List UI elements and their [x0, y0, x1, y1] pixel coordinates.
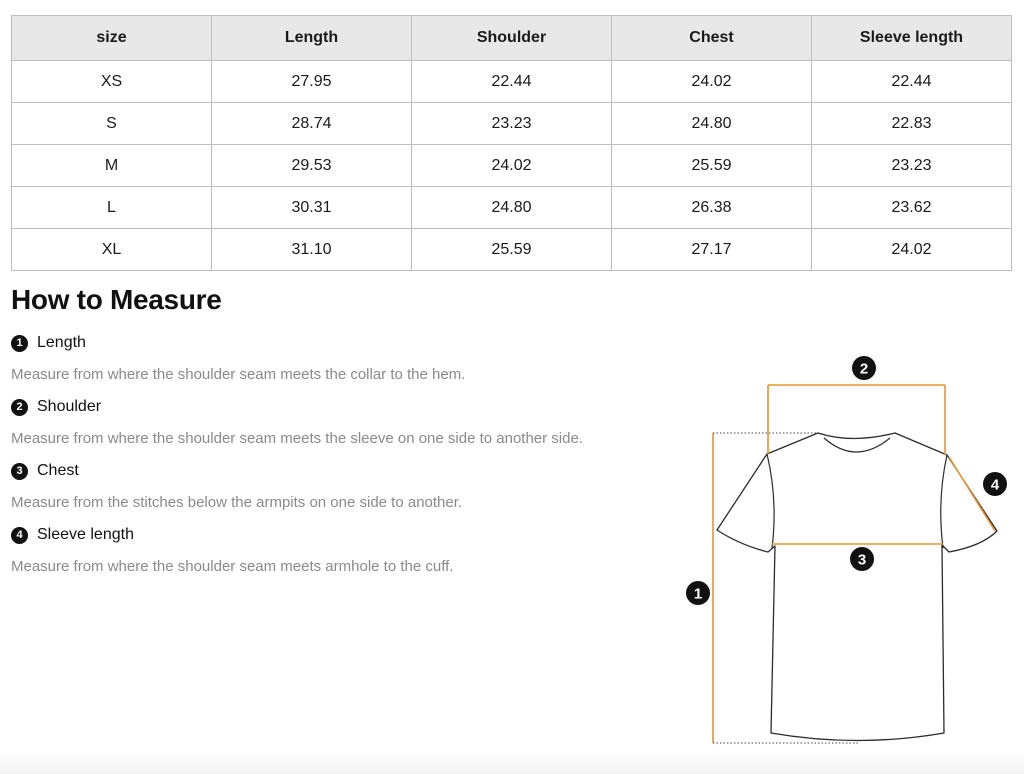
step-title-label: Length — [37, 334, 86, 351]
svg-text:3: 3 — [857, 551, 867, 569]
marker-4-icon — [983, 472, 1007, 496]
table-cell-length: 31.10 — [212, 229, 412, 271]
table-cell-sleeve-length: 22.44 — [812, 61, 1012, 103]
table-cell-chest: 27.17 — [612, 229, 812, 271]
number-1-icon: 1 — [11, 335, 28, 352]
table-cell-length: 30.31 — [212, 187, 412, 229]
table-cell-shoulder: 24.02 — [412, 145, 612, 187]
step-length-description: Measure from where the shoulder seam meets the collar to the hem. — [11, 366, 466, 383]
table-cell-length: 28.74 — [212, 103, 412, 145]
column-header-length: Length — [212, 16, 412, 61]
marker-1-icon — [686, 581, 710, 605]
tshirt-measurement-diagram — [680, 350, 1010, 750]
table-cell-sleeve-length: 22.83 — [812, 103, 1012, 145]
how-to-measure-heading: How to Measure — [11, 284, 222, 315]
tshirt-outline-icon — [717, 433, 997, 741]
step-title-label: Shoulder — [37, 398, 102, 415]
table-cell-size: S — [12, 103, 212, 145]
svg-text:1: 1 — [693, 585, 703, 603]
step-title-label: Sleeve length — [37, 526, 134, 543]
table-cell-chest: 24.80 — [612, 103, 812, 145]
table-cell-shoulder: 25.59 — [412, 229, 612, 271]
step-title-label: Chest — [37, 462, 79, 479]
table-cell-size: L — [12, 187, 212, 229]
table-row — [12, 61, 1012, 103]
svg-text:4: 4 — [990, 476, 1000, 494]
table-row — [12, 103, 1012, 145]
step-length-title — [11, 330, 651, 356]
number-4-icon: 4 — [11, 527, 28, 544]
column-header-chest: Chest — [612, 16, 812, 61]
column-header-size: size — [12, 16, 212, 61]
table-cell-size: XL — [12, 229, 212, 271]
table-cell-chest: 25.59 — [612, 145, 812, 187]
table-cell-shoulder: 24.80 — [412, 187, 612, 229]
number-3-icon: 3 — [11, 463, 28, 480]
number-2-icon: 2 — [11, 399, 28, 416]
table-row — [12, 145, 1012, 187]
step-sleeve-length-description: Measure from where the shoulder seam meets armhole to the cuff. — [11, 558, 454, 575]
table-cell-size: M — [12, 145, 212, 187]
marker-3-icon — [850, 547, 874, 571]
table-cell-sleeve-length: 23.23 — [812, 145, 1012, 187]
step-chest-title — [11, 458, 651, 484]
table-cell-chest: 24.02 — [612, 61, 812, 103]
table-cell-size: XS — [12, 61, 212, 103]
column-header-sleeve-length: Sleeve length — [812, 16, 1012, 61]
table-row — [12, 229, 1012, 271]
svg-text:2: 2 — [859, 360, 869, 378]
step-shoulder-title — [11, 394, 651, 420]
table-cell-chest: 26.38 — [612, 187, 812, 229]
marker-2-icon — [852, 356, 876, 380]
table-row — [12, 187, 1012, 229]
table-cell-length: 27.95 — [212, 61, 412, 103]
table-cell-shoulder: 23.23 — [412, 103, 612, 145]
bottom-fade — [0, 752, 1024, 774]
column-header-shoulder: Shoulder — [412, 16, 612, 61]
step-shoulder-description: Measure from where the shoulder seam meets the sleeve on one side to another side. — [11, 430, 583, 447]
step-chest-description: Measure from the stitches below the armpits on one side to another. — [11, 494, 463, 511]
measure-steps — [11, 330, 651, 586]
table-cell-length: 29.53 — [212, 145, 412, 187]
table-cell-sleeve-length: 23.62 — [812, 187, 1012, 229]
table-cell-sleeve-length: 24.02 — [812, 229, 1012, 271]
table-header-row — [12, 16, 1012, 61]
table-cell-shoulder: 22.44 — [412, 61, 612, 103]
size-chart-table — [11, 15, 1012, 271]
step-sleeve-length-title — [11, 522, 651, 548]
